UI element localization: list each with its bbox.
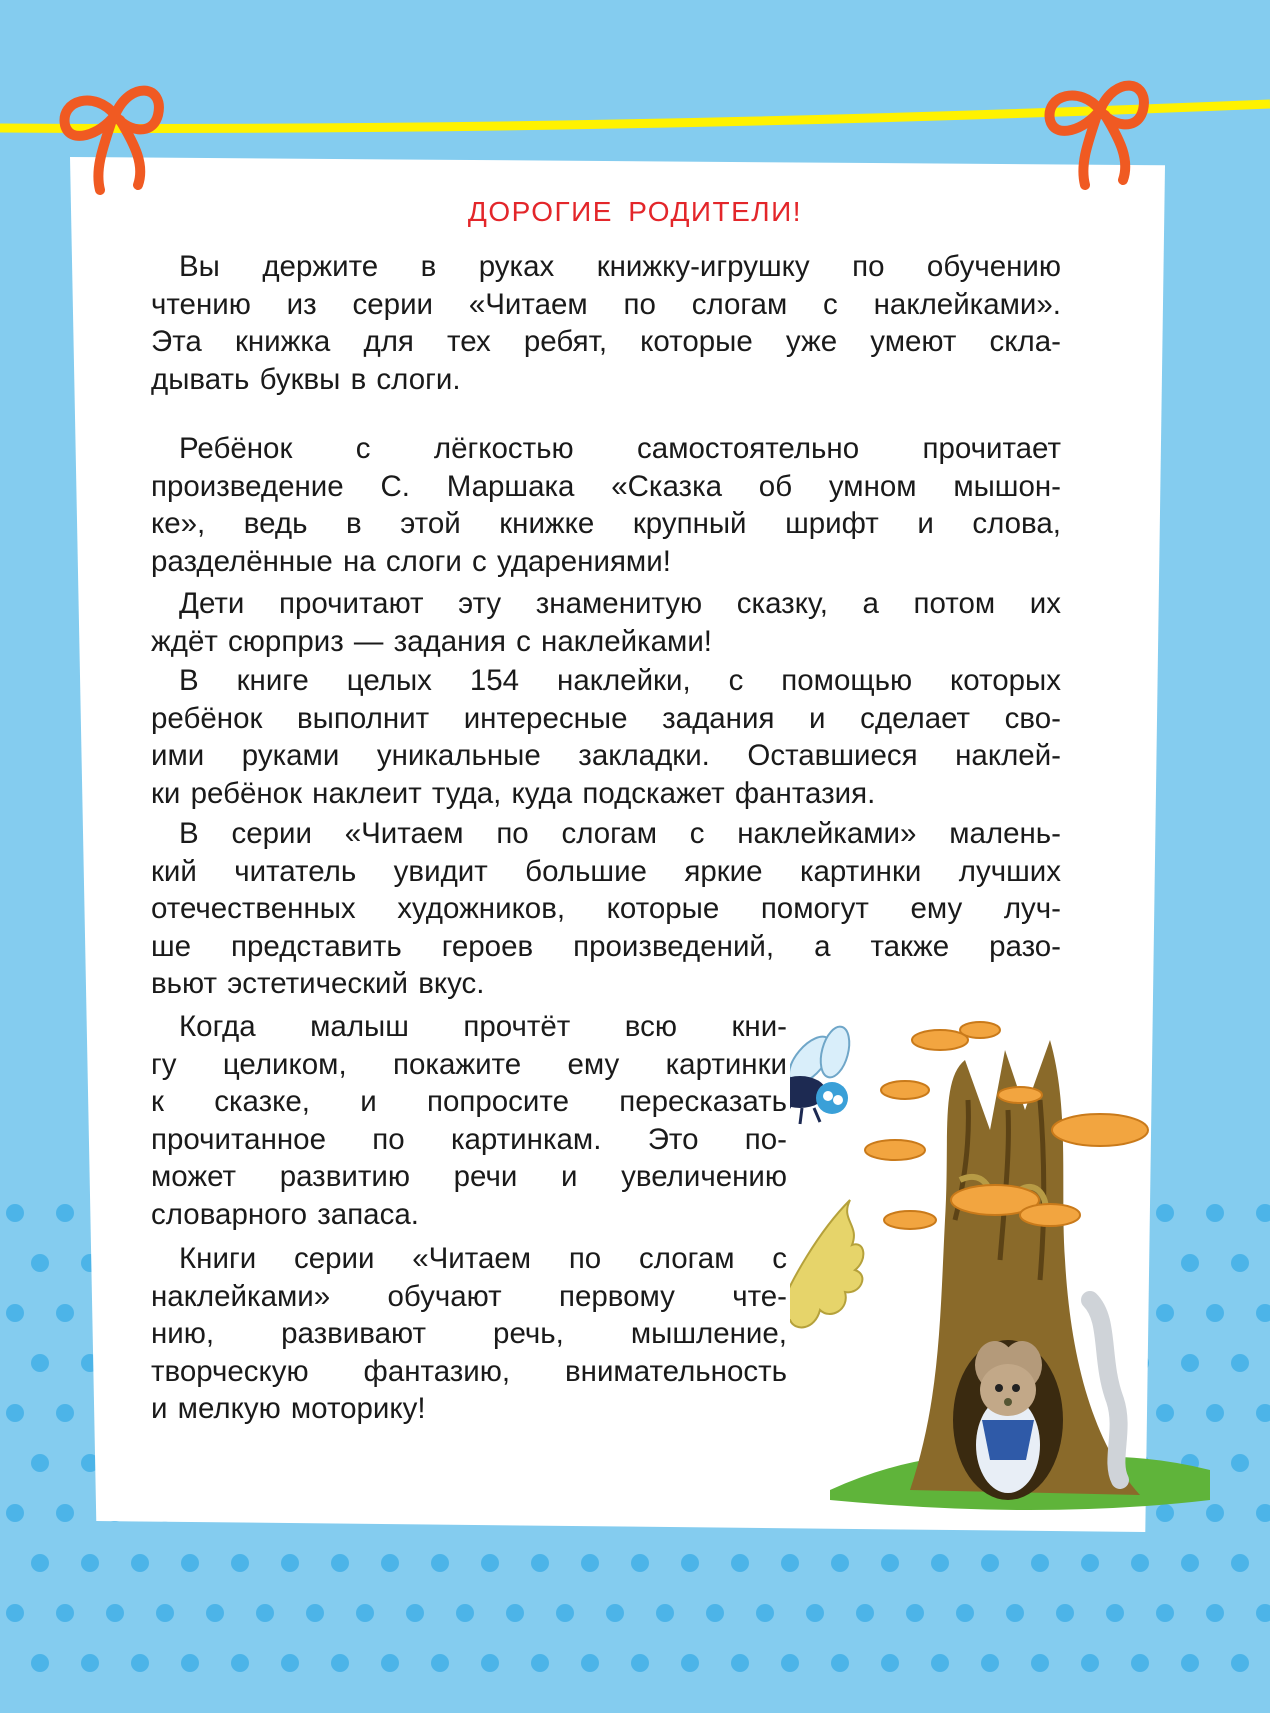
- polka-dot: [806, 1604, 824, 1622]
- polka-dot: [381, 1554, 399, 1572]
- polka-dot: [1081, 1554, 1099, 1572]
- polka-dot: [1006, 1604, 1024, 1622]
- polka-dot: [506, 1604, 524, 1622]
- polka-dot: [981, 1554, 999, 1572]
- polka-dot: [81, 1654, 99, 1672]
- text-line: вьют эстетический вкус.: [151, 967, 485, 1001]
- text-line: Когда малыш прочтёт всю кни-: [179, 1010, 787, 1043]
- polka-dot: [881, 1654, 899, 1672]
- right-bow-icon: [1025, 55, 1175, 205]
- text-line: чтению из серии «Читаем по слогам с наклейками».: [151, 287, 1061, 321]
- text-line: В серии «Читаем по слогам с наклейками» малень-: [179, 817, 1061, 850]
- polka-dot: [1031, 1554, 1049, 1572]
- polka-dot: [31, 1554, 49, 1572]
- polka-dot: [1106, 1604, 1124, 1622]
- polka-dot: [281, 1654, 299, 1672]
- polka-dot: [6, 1304, 24, 1322]
- polka-dot: [956, 1604, 974, 1622]
- polka-dot: [1231, 1654, 1249, 1672]
- text-line: ими руками уникальные закладки. Оставшиеся наклей-: [151, 739, 1061, 773]
- text-line: Вы держите в руках книжку-игрушку по обучению: [179, 250, 1061, 283]
- polka-dot: [431, 1654, 449, 1672]
- polka-dot: [1231, 1454, 1249, 1472]
- polka-dot: [631, 1554, 649, 1572]
- page-title: ДОРОГИЕ РОДИТЕЛИ!: [467, 196, 803, 227]
- polka-dot: [781, 1554, 799, 1572]
- polka-dot: [856, 1604, 874, 1622]
- polka-dot: [31, 1254, 49, 1272]
- polka-dot: [231, 1654, 249, 1672]
- paragraph-2: [151, 430, 1061, 580]
- polka-dot: [1156, 1604, 1174, 1622]
- polka-dot: [206, 1604, 224, 1622]
- polka-dot: [981, 1654, 999, 1672]
- polka-dot: [431, 1554, 449, 1572]
- polka-dot: [6, 1504, 24, 1522]
- polka-dot: [1231, 1254, 1249, 1272]
- mouse-icon: [975, 1341, 1042, 1493]
- text-line: ке», ведь в этой книжке крупный шрифт и слова,: [151, 507, 1061, 541]
- text-line: дывать буквы в слоги.: [151, 362, 461, 396]
- polka-dot: [656, 1604, 674, 1622]
- polka-dot: [531, 1654, 549, 1672]
- polka-dot: [6, 1204, 24, 1222]
- text-line: Дети прочитают эту знаменитую сказку, а потом их: [179, 587, 1061, 620]
- polka-dot: [831, 1554, 849, 1572]
- polka-dot: [281, 1554, 299, 1572]
- polka-dot: [1181, 1554, 1199, 1572]
- paragraph-4: [151, 662, 1061, 812]
- text-line: Ребёнок с лёгкостью самостоятельно прочитает: [179, 432, 1061, 465]
- polka-dot: [106, 1604, 124, 1622]
- polka-dot: [181, 1554, 199, 1572]
- polka-dot: [56, 1604, 74, 1622]
- polka-dot: [231, 1554, 249, 1572]
- polka-dot: [81, 1554, 99, 1572]
- text-line: кий читатель увидит большие яркие картинки лучших: [151, 854, 1061, 888]
- polka-dot: [306, 1604, 324, 1622]
- text-line: наклейками» обучают первому чте-: [151, 1279, 787, 1313]
- polka-dot: [581, 1554, 599, 1572]
- text-line: ребёнок выполнит интересные задания и сделает сво-: [151, 701, 1061, 735]
- text-line: гу целиком, покажите ему картинки: [151, 1047, 787, 1081]
- paragraph-7: [151, 1240, 787, 1428]
- text-line: отечественных художников, которые помогут ему луч-: [151, 892, 1061, 926]
- polka-dot: [931, 1554, 949, 1572]
- polka-dot: [581, 1654, 599, 1672]
- text-line: прочитанное по картинкам. Это по-: [151, 1122, 787, 1156]
- text-line: нию, развивают речь, мышление,: [151, 1317, 787, 1351]
- polka-dot: [331, 1554, 349, 1572]
- polka-dot: [906, 1604, 924, 1622]
- polka-dot: [781, 1654, 799, 1672]
- text-line: ше представить героев произведений, а также разо-: [151, 929, 1061, 963]
- polka-dot: [881, 1554, 899, 1572]
- polka-dot: [1256, 1604, 1270, 1622]
- polka-dot: [731, 1554, 749, 1572]
- polka-dot: [1206, 1604, 1224, 1622]
- polka-dot: [1031, 1654, 1049, 1672]
- polka-dot: [6, 1404, 24, 1422]
- polka-dot: [481, 1654, 499, 1672]
- polka-dot: [756, 1604, 774, 1622]
- text-line: словарного запаса.: [151, 1197, 419, 1231]
- polka-dot: [331, 1654, 349, 1672]
- polka-dot: [406, 1604, 424, 1622]
- polka-dot: [56, 1504, 74, 1522]
- polka-dot: [1056, 1604, 1074, 1622]
- polka-dot: [131, 1654, 149, 1672]
- polka-dot: [1131, 1554, 1149, 1572]
- polka-dot: [681, 1654, 699, 1672]
- polka-dot: [606, 1604, 624, 1622]
- polka-dot: [1256, 1204, 1270, 1222]
- text-line: В книге целых 154 наклейки, с помощью которых: [179, 664, 1061, 697]
- polka-dot: [31, 1654, 49, 1672]
- polka-dot: [1256, 1304, 1270, 1322]
- polka-dot: [1231, 1354, 1249, 1372]
- text-line: разделённые на слоги с ударениями!: [151, 544, 671, 578]
- text-line: творческую фантазию, внимательность: [151, 1354, 787, 1388]
- polka-dot: [381, 1654, 399, 1672]
- left-bow-icon: [40, 60, 190, 210]
- polka-dot: [731, 1654, 749, 1672]
- polka-dot: [556, 1604, 574, 1622]
- fly-icon: [790, 1024, 854, 1124]
- polka-dot: [1181, 1654, 1199, 1672]
- polka-dot: [1256, 1404, 1270, 1422]
- polka-dot: [31, 1454, 49, 1472]
- polka-dot: [56, 1304, 74, 1322]
- polka-dot: [706, 1604, 724, 1622]
- polka-dot: [1231, 1554, 1249, 1572]
- polka-dot: [356, 1604, 374, 1622]
- polka-dot: [531, 1554, 549, 1572]
- polka-dot: [131, 1554, 149, 1572]
- text-line: ждёт сюрприз — задания с наклейками!: [151, 624, 713, 658]
- polka-dot: [831, 1654, 849, 1672]
- polka-dot: [681, 1554, 699, 1572]
- polka-dot: [631, 1654, 649, 1672]
- polka-dot: [256, 1604, 274, 1622]
- polka-dot: [181, 1654, 199, 1672]
- paragraph-1: [151, 248, 1061, 398]
- polka-dot: [1256, 1504, 1270, 1522]
- stump-mouse-illustration: [790, 1020, 1230, 1520]
- polka-dot: [1131, 1654, 1149, 1672]
- text-line: ки ребёнок наклеит туда, куда подскажет фантазия.: [151, 776, 876, 810]
- polka-dot: [481, 1554, 499, 1572]
- text-line: может развитию речи и увеличению: [151, 1160, 787, 1194]
- paragraph-3: [151, 585, 1061, 660]
- paragraph-6: [151, 1008, 787, 1234]
- oak-leaf-icon: [790, 1200, 863, 1327]
- polka-dot: [31, 1354, 49, 1372]
- polka-dot: [156, 1604, 174, 1622]
- paragraph-5: [151, 815, 1061, 1003]
- text-line: к сказке, и попросите пересказать: [151, 1085, 787, 1119]
- polka-dot: [56, 1404, 74, 1422]
- polka-dot: [56, 1204, 74, 1222]
- text-line: Книги серии «Читаем по слогам с: [179, 1242, 787, 1275]
- text-line: Эта книжка для тех ребят, которые уже умеют скла-: [151, 325, 1061, 359]
- text-line: и мелкую моторику!: [151, 1392, 426, 1426]
- polka-dot: [456, 1604, 474, 1622]
- text-line: произведение С. Маршака «Сказка об умном мышон-: [151, 469, 1061, 503]
- polka-dot: [1081, 1654, 1099, 1672]
- polka-dot: [6, 1604, 24, 1622]
- polka-dot: [931, 1654, 949, 1672]
